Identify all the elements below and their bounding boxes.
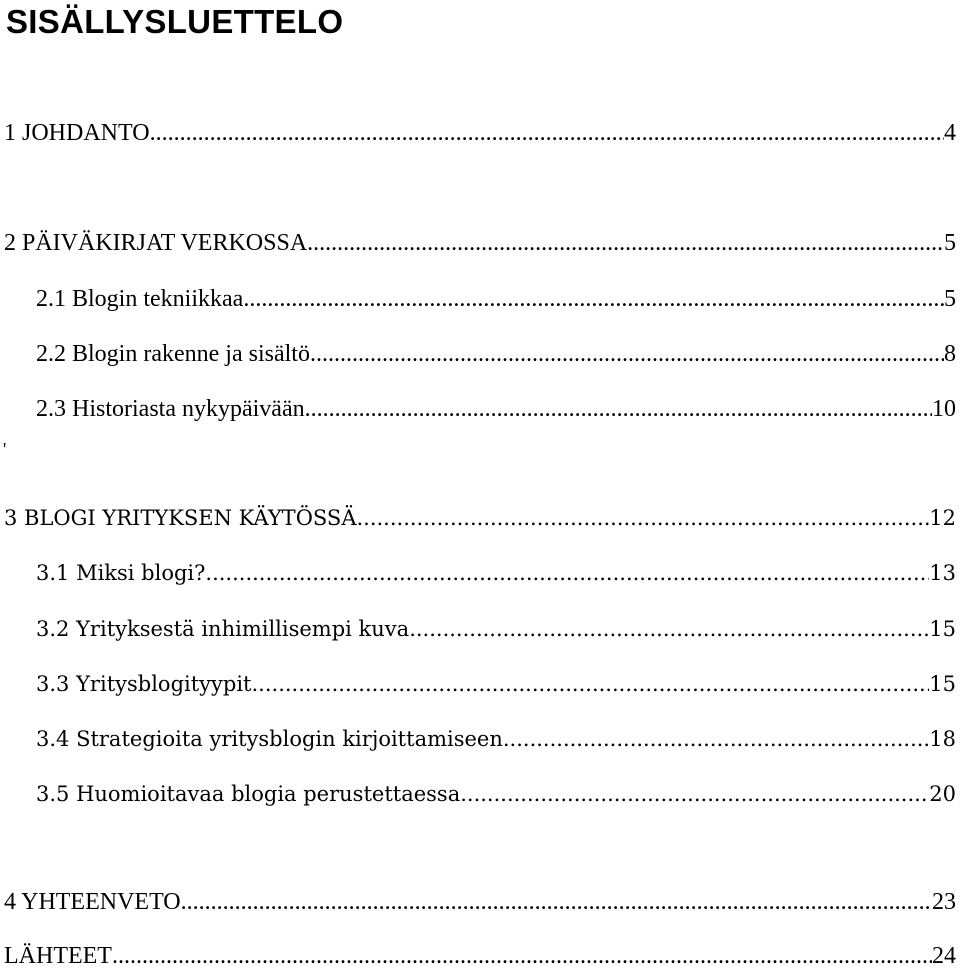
toc-entry-label: 2 PÄIVÄKIRJAT VERKOSSA [4,230,308,256]
toc-dot-leader [205,555,929,591]
toc-entry-label: 3.5 Huomioitavaa blogia perustettaessa [36,782,461,806]
toc-entry-label: LÄHTEET [4,943,112,969]
toc-entry-yrityksesta-inhimillisempi[interactable] [36,611,956,647]
toc-dot-leader [252,666,930,702]
toc-page-number: 18 [929,727,956,751]
toc-entry-blogin-rakenne[interactable] [36,336,956,372]
toc-dot-leader [150,115,944,151]
toc-page-number: 10 [932,396,956,422]
toc-entry-label: 3.2 Yrityksestä inhimillisempi kuva [36,617,410,641]
toc-dot-leader [181,884,932,920]
toc-entry-historiasta[interactable] [36,391,956,427]
toc-entry-label: 1 JOHDANTO [4,120,150,146]
toc-entry-blogin-tekniikkaa[interactable] [36,281,956,317]
toc-dot-leader [307,225,944,261]
stray-mark: ' [3,439,7,459]
toc-dot-leader [305,391,932,427]
toc-page-number: 13 [929,561,956,585]
toc-page-number: 5 [944,230,956,256]
toc-entry-huomioitavaa[interactable] [36,776,956,812]
toc-entry-johdanto[interactable] [4,115,956,151]
toc-entry-label: 2.1 Blogin tekniikkaa [36,286,244,312]
page-title: SISÄLLYSLUETTELO [6,3,344,40]
toc-entry-label: 3.3 Yritysblogityypit [36,672,252,696]
toc-dot-leader [243,281,944,317]
toc-entry-paivakirjat-verkossa[interactable] [4,225,956,261]
toc-dot-leader [460,776,929,812]
toc-page-number: 24 [932,943,956,969]
toc-dot-leader [503,721,929,757]
toc-entry-label: 3.1 Miksi blogi? [36,561,206,585]
toc-dot-leader [310,336,944,372]
toc-entry-miksi-blogi[interactable] [36,555,956,591]
toc-page-number: 5 [944,286,956,312]
toc-entry-label: 2.2 Blogin rakenne ja sisältö [36,341,310,367]
toc-dot-leader [409,611,929,647]
toc-dot-leader [356,500,929,536]
toc-page-number: 4 [944,120,956,146]
toc-page-number: 15 [929,672,956,696]
toc-entry-lahteet[interactable] [4,938,956,974]
toc-entry-yhteenveto[interactable] [4,884,956,920]
toc-entry-label: 4 YHTEENVETO [4,889,181,915]
toc-entry-yritysblogityypit[interactable] [36,666,956,702]
toc-entry-blogi-yrityksen-kaytossa[interactable] [4,500,956,536]
toc-dot-leader [112,938,932,974]
toc-entry-label: 3 BLOGI YRITYKSEN KÄYTÖSSÄ [4,506,357,530]
toc-page-number: 20 [929,782,956,806]
toc-page-number: 23 [932,889,956,915]
toc-entry-label: 2.3 Historiasta nykypäivään [36,396,305,422]
toc-entry-label: 3.4 Strategioita yritysblogin kirjoittamiseen [36,727,503,751]
toc-entry-strategioita[interactable] [36,721,956,757]
toc-page-number: 15 [929,617,956,641]
toc-page-number: 8 [944,341,956,367]
toc-page-number: 12 [929,506,956,530]
